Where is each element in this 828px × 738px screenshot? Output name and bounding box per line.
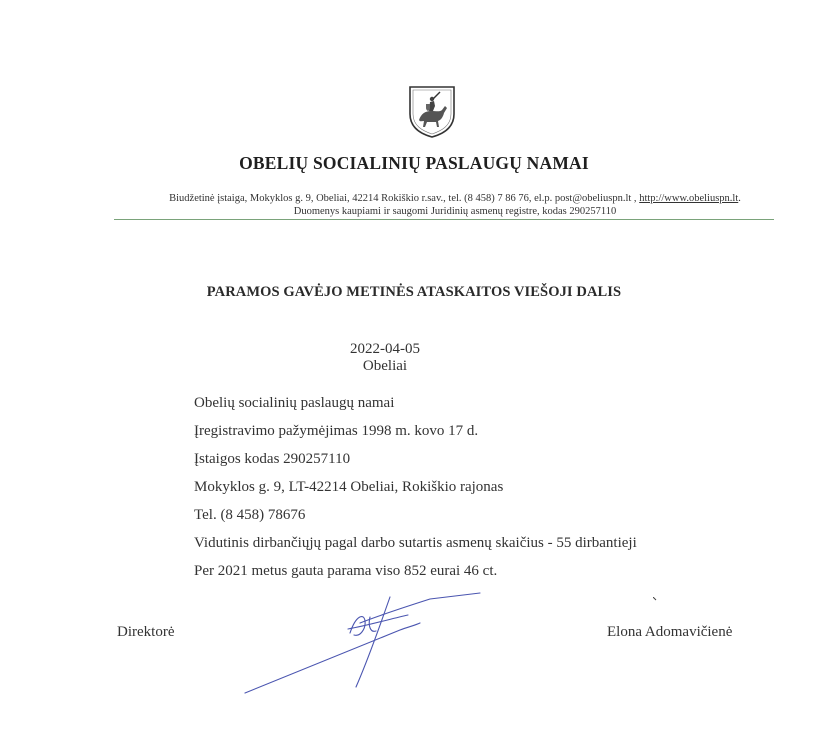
header-divider <box>114 219 774 220</box>
contact-text: Biudžetinė įstaiga, Mokyklos g. 9, Obeliai, 42214 Rokiškio r.sav., tel. (8 458) 7 86 76, el.p. post@obeliuspn.lt , <box>169 193 640 204</box>
info-line-phone: Tel. (8 458) 78676 <box>194 507 306 523</box>
registry-info: Duomenys kaupiami ir saugomi Juridinių asmenų registre, kodas 290257110 <box>293 206 617 217</box>
signatory-name: Elona Adomavičienė <box>607 624 733 640</box>
info-line-support: Per 2021 metus gauta parama viso 852 eurai 46 ct. <box>194 563 498 579</box>
document-title: PARAMOS GAVĖJO METINĖS ATASKAITOS VIEŠOJI DALIS <box>206 284 622 300</box>
document-date: 2022-04-05 <box>350 341 420 357</box>
website-link[interactable]: http://www.obeliuspn.lt <box>639 193 739 204</box>
info-line-employees: Vidutinis dirbančiųjų pagal darbo sutartis asmenų skaičius - 55 dirbantieji <box>194 535 637 551</box>
info-line-address: Mokyklos g. 9, LT-42214 Obeliai, Rokiškio rajonas <box>194 479 504 495</box>
ink-mark <box>653 588 657 592</box>
organization-contact-info <box>60 192 828 218</box>
info-line-org: Obelių socialinių paslaugų namai <box>194 395 395 411</box>
contact-end: . <box>738 193 741 204</box>
document-place: Obeliai <box>362 358 408 374</box>
handwritten-signature <box>230 585 490 705</box>
coat-of-arms-icon <box>407 84 457 138</box>
info-line-registration: Įregistravimo pažymėjimas 1998 m. kovo 17 d. <box>194 423 479 439</box>
organization-name: OBELIŲ SOCIALINIŲ PASLAUGŲ NAMAI <box>239 153 589 173</box>
info-line-code: Įstaigos kodas 290257110 <box>194 451 351 467</box>
signatory-role: Direktorė <box>117 624 175 640</box>
